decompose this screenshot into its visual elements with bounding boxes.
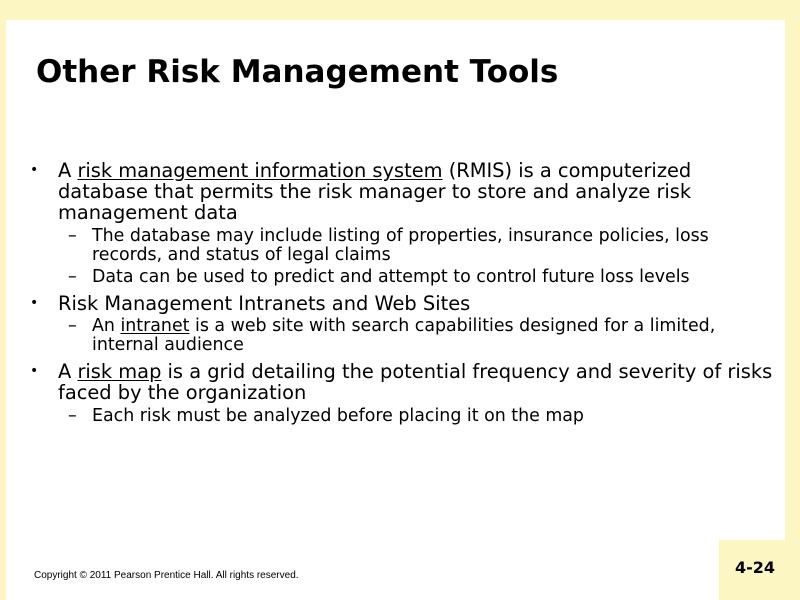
sub-bullet-text: Each risk must be analyzed before placing it on the map	[92, 406, 584, 426]
dash-icon: –	[68, 226, 77, 246]
sub-bullet-text: Data can be used to predict and attempt to control future loss levels	[92, 267, 690, 287]
page-number: 4-24	[735, 558, 776, 577]
dash-icon: –	[68, 267, 77, 287]
slide-content	[30, 160, 775, 426]
slide-title: Other Risk Management Tools	[36, 54, 559, 90]
sub-bullet-database-listing	[30, 227, 775, 265]
copyright-notice: Copyright © 2011 Pearson Prentice Hall. All rights reserved.	[34, 570, 299, 581]
bullet-icon: •	[30, 295, 39, 311]
term-risk-map: risk map	[77, 360, 162, 383]
left-border	[0, 0, 6, 600]
sub-bullet-text: The database may include listing of properties, insurance policies, loss records, and status of legal claims	[92, 226, 709, 265]
sub-bullet-predict-loss	[30, 268, 775, 287]
bullet-rmis	[30, 160, 775, 223]
term-rmis: risk management information system	[77, 159, 443, 182]
bullet-text-post: is a grid detailing the potential frequency and severity of risks faced by the organization	[58, 360, 773, 404]
bullet-text: Risk Management Intranets and Web Sites	[58, 292, 471, 315]
sub-bullet-text-pre: An	[92, 316, 121, 336]
bullet-icon: •	[30, 363, 39, 379]
bullet-intranets	[30, 293, 775, 314]
term-intranet: intranet	[120, 316, 190, 336]
bullet-text-pre: A	[58, 159, 78, 182]
bullet-risk-map	[30, 361, 775, 403]
right-border	[785, 0, 800, 600]
sub-bullet-text-post: is a web site with search capabilities designed for a limited, internal audience	[92, 316, 716, 355]
bullet-text-pre: A	[58, 360, 78, 383]
top-border	[0, 0, 800, 20]
dash-icon: –	[68, 316, 77, 336]
sub-bullet-analyze-risk	[30, 407, 775, 426]
dash-icon: –	[68, 406, 77, 426]
sub-bullet-intranet-definition	[30, 317, 775, 355]
bullet-icon: •	[30, 162, 39, 178]
bullet-text-post: (RMIS) is a computerized database that permits the risk manager to store and analyze risk management data	[58, 159, 692, 224]
